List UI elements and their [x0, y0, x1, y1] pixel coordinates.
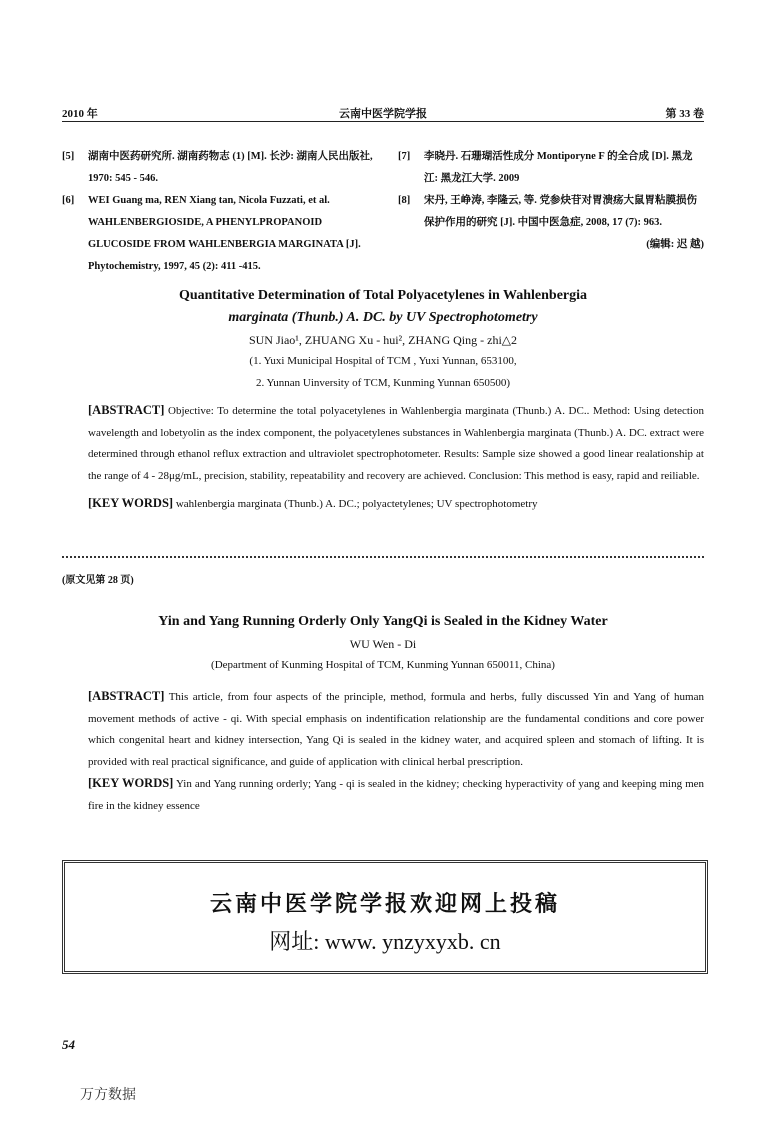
article2-affiliation: (Department of Kunming Hospital of TCM, Kunming Yunnan 650011, China) [211, 659, 555, 671]
continued-note: (原文见第 28 页) [62, 575, 134, 586]
references-right [398, 146, 704, 256]
reference-item [398, 190, 704, 234]
ref-text: 湖南中医药研究所. 湖南药物志 (1) [M]. 长沙: 湖南人民出版社, 1970: 545 - 546. [88, 151, 373, 184]
abstract-text: Objective: To determine the total polyacetylenes in Wahlenbergia marginata (Thunb.) A. DC.. Method: Using detection wavelength and lobetyolin as the index component, the polyacetylenes substances in Wahlenbergia marginata (Thunb.) A. DC. extract were determined through ethanol reflux extraction and ultraviolet spectrophotometer. Results: Sample size showed a good linear realationship at the range of 4 - 28μg/mL, precision, stability, repeatability and recovery are achieved. Conclusion: This method is easy, rapid and reiliable. [88, 405, 704, 482]
reference-item [398, 146, 704, 190]
section-divider [62, 556, 704, 564]
ref-number: [8] [398, 195, 411, 206]
running-header [62, 103, 704, 122]
ref-number: [6] [62, 195, 75, 206]
abstract-label: [ABSTRACT] [88, 403, 165, 417]
article1-affiliation1: (1. Yuxi Municipal Hospital of TCM , Yuxi Yunnan, 653100, [249, 355, 517, 367]
header-volume: 第 33 卷 [665, 108, 704, 120]
article2-title: Yin and Yang Running Orderly Only YangQi is Sealed in the Kidney Water [158, 614, 608, 629]
article2-author: WU Wen - Di [349, 637, 417, 651]
notice-website: 网址: www. ynzyxyxb. cn [269, 929, 501, 954]
reference-item [62, 190, 376, 278]
page-number: 54 [62, 1037, 75, 1052]
keywords-label: [KEY WORDS] [88, 776, 174, 790]
ref-number: [7] [398, 151, 411, 162]
ref-text: 宋丹, 王峥涛, 李隆云, 等. 党参炔苷对胃溃疡大鼠胃粘膜损伤保护作用的研究 [J]. 中国中医急症, 2008, 17 (7): 963. [424, 195, 697, 228]
keywords-text: wahlenbergia marginata (Thunb.) A. DC.; polyactetylenes; UV spectrophotometry [175, 498, 538, 510]
submission-notice-box [62, 860, 708, 974]
editor-note: (编辑: 迟 越) [646, 239, 704, 250]
references-left [62, 146, 376, 278]
ref-text: 李晓丹. 石珊瑚活性成分 Montiporyne F 的全合成 [D]. 黑龙江: 黑龙江大学. 2009 [424, 151, 693, 184]
header-journal: 云南中医学院学报 [339, 108, 427, 120]
ref-text: WEI Guang ma, REN Xiang tan, Nicola Fuzzati, et al. WAHLENBERGIOSIDE, A PHENYLPROPANOID GLUCOSIDE FROM WAHLENBERGIA MARGINATA [J]. Phytochemistry, 1997, 45 (2): 411 -415. [88, 195, 361, 272]
ref-number: [5] [62, 151, 75, 162]
header-year: 2010 年 [62, 108, 98, 120]
abstract-label: [ABSTRACT] [88, 689, 165, 703]
article1-title-line2: marginata (Thunb.) A. DC. by UV Spectrophotometry [228, 310, 538, 325]
watermark: 万方数据 [80, 1088, 136, 1103]
abstract-text: This article, from four aspects of the principle, method, formula and herbs, fully discussed Yin and Yang of human movement methods of active - qi. With special emphasis on indentification relationship are the fundamental conditions and core power which congenital heart and kidney intersection, Yang Qi is sealed in the kidney water, and acquired spleen and stomach of lifting. It is provided with real practical significance, and guide of application with clinical herbal prescription. [88, 691, 704, 768]
article1-title-line1: Quantitative Determination of Total Polyacetylenes in Wahlenbergia [178, 288, 588, 303]
article1-affiliation2: 2. Yunnan Uinversity of TCM, Kunming Yunnan 650500) [255, 377, 511, 389]
notice-title: 云南中医学院学报欢迎网上投稿 [209, 891, 560, 916]
reference-item [62, 146, 376, 190]
article1-authors: SUN Jiao¹, ZHUANG Xu - hui², ZHANG Qing - zhi△2 [248, 333, 518, 347]
article1-abstract [62, 400, 704, 516]
keywords-label: [KEY WORDS] [88, 496, 174, 510]
keywords-text: Yin and Yang running orderly; Yang - qi is sealed in the kidney; checking hyperactivity of yang and keeping ming men fire in the kidney essence [88, 778, 705, 812]
article2-abstract [62, 686, 704, 817]
